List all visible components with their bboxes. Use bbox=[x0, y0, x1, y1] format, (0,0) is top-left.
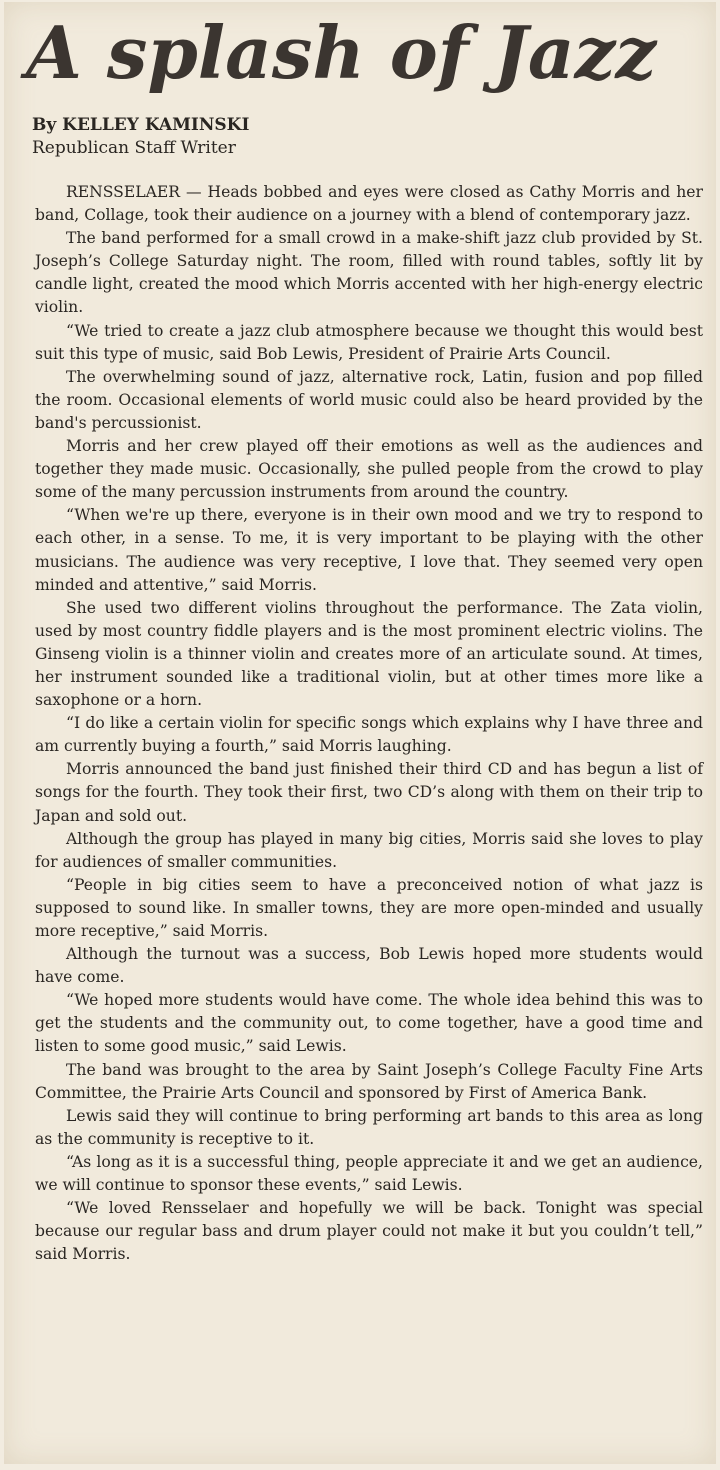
article-paragraph: “We tried to create a jazz club atmosphere because we thought this would best suit this type of music, said Bob Lewis, President of Prairie Arts Council. bbox=[35, 321, 703, 363]
article-paragraph: “We loved Rensselaer and hopefully we will be back. Tonight was special because our regular bass and drum player could not make it but you couldn’t tell,” said Morris. bbox=[35, 1199, 703, 1264]
article-paragraph: RENSSELAER — Heads bobbed and eyes were closed as Cathy Morris and her band, Collage, took their audience on a journey with a blend of contemporary jazz. bbox=[35, 183, 703, 225]
article-paragraph: “We hoped more students would have come. The whole idea behind this was to get the students and the community out, to come together, have a good time and listen to some good music,” said Lewis. bbox=[35, 991, 703, 1056]
article-paragraph: The overwhelming sound of jazz, alternative rock, Latin, fusion and pop filled the room. Occasional elements of world music could also be heard provided by the band's percussionist. bbox=[35, 367, 703, 432]
article-paragraph: “I do like a certain violin for specific songs which explains why I have three and am currently buying a fourth,” said Morris laughing. bbox=[35, 714, 703, 756]
byline-role: Republican Staff Writer bbox=[32, 138, 236, 158]
article-paragraph: Morris and her crew played off their emotions as well as the audiences and together they made music. Occasionally, she pulled people from the crowd to play some of the many percussion instruments from around the country. bbox=[35, 437, 703, 502]
newspaper-clipping bbox=[4, 2, 716, 1464]
article-paragraph: “As long as it is a successful thing, people appreciate it and we get an audience, we will continue to sponsor these events,” said Lewis. bbox=[35, 1152, 703, 1195]
article-paragraph: Although the group has played in many big cities, Morris said she loves to play for audiences of smaller communities. bbox=[35, 829, 703, 871]
article-body bbox=[35, 181, 703, 1266]
article-paragraph: “People in big cities seem to have a preconceived notion of what jazz is supposed to sound like. In smaller towns, they are more open-minded and usually more receptive,” said Morris. bbox=[35, 875, 703, 940]
byline bbox=[32, 114, 249, 160]
article-paragraph: “When we're up there, everyone is in their own mood and we try to respond to each other, in a sense. To me, it is very important to be playing with the other musicians. The audience was very receptive, I love that. They seemed very open minded and attentive,” said Morris. bbox=[35, 506, 703, 594]
byline-author: By KELLEY KAMINSKI bbox=[32, 115, 250, 135]
article-paragraph: Lewis said they will continue to bring performing art bands to this area as long as the community is receptive to it. bbox=[35, 1106, 703, 1148]
article-paragraph: Morris announced the band just finished their third CD and has begun a list of songs for the fourth. They took their first, two CD’s along with them on their trip to Japan and sold out. bbox=[35, 760, 703, 825]
headline: A splash of Jazz bbox=[26, 10, 657, 95]
article-paragraph: She used two different violins throughout the performance. The Zata violin, used by most country fiddle players and is the most prominent electric violins. The Ginseng violin is a thinner violin and creates more of an articulate sound. At times, her instrument sounded like a traditional violin, but at other times more like a saxophone or a horn. bbox=[35, 598, 703, 710]
article-paragraph: The band performed for a small crowd in a make-shift jazz club provided by St. Joseph’s College Saturday night. The room, filled with round tables, softly lit by candle light, created the mood which Morris accented with her high-energy electric violin. bbox=[35, 229, 703, 317]
article-paragraph: Although the turnout was a success, Bob Lewis hoped more students would have come. bbox=[35, 945, 703, 987]
article-paragraph: The band was brought to the area by Saint Joseph’s College Faculty Fine Arts Committee, the Prairie Arts Council and sponsored by First of America Bank. bbox=[35, 1060, 703, 1102]
